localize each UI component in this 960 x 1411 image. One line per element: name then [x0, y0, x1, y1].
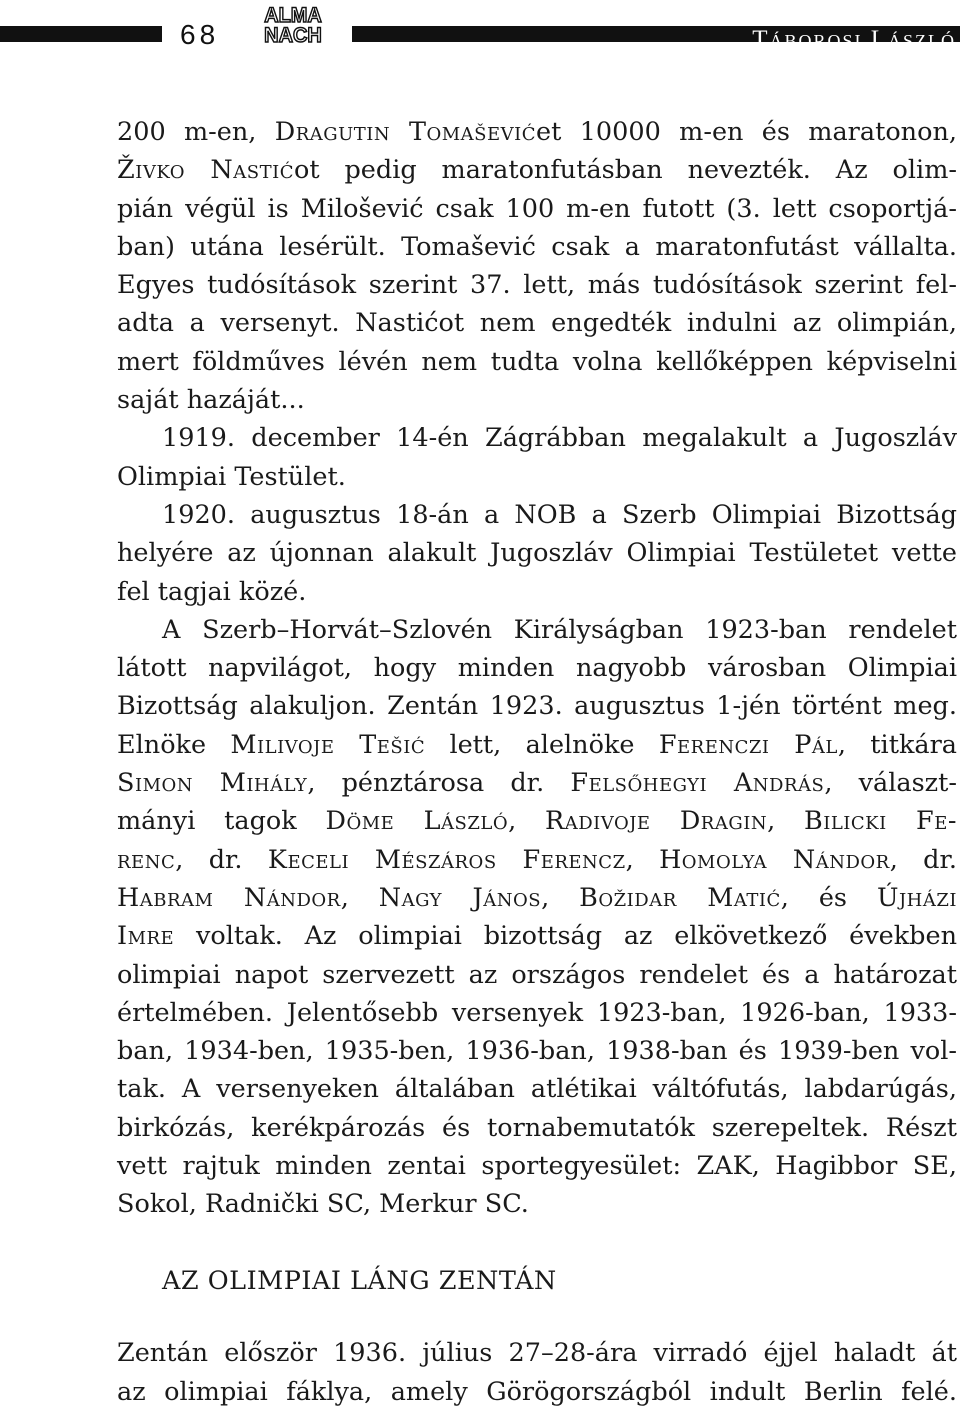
- text-line: 1920. augusztus 18-án a NOB a Szerb Olimpiai Bizottság: [162, 499, 957, 530]
- text-run: Elnöke: [117, 729, 231, 760]
- text-line: olimpiai napot szervezett az országos rendelet és a határozat: [117, 959, 957, 990]
- text-line: tak. A versenyeken általában atlétikai váltófutás, labdarúgás,: [117, 1074, 957, 1105]
- text-run: ot pedig maratonfutásban nevezték. Az olim-: [293, 155, 957, 186]
- text-run: et 10000 m-en és maratonon,: [536, 117, 957, 147]
- header-bar-right: [352, 26, 960, 53]
- text-line: [117, 113, 957, 151]
- text-run: lett, alelnöke: [425, 729, 659, 760]
- text-run: voltak. Az olimpiai bizottság az elkövetkező években: [174, 921, 957, 952]
- person-name: Döme László: [325, 806, 509, 837]
- text-line: saját hazáját...: [117, 385, 305, 416]
- text-line: [117, 841, 957, 879]
- text-line: értelmében. Jelentősebb versenyek 1923-ban, 1926-ban, 1933-: [117, 997, 957, 1028]
- text-run: , és: [780, 882, 877, 913]
- text-run: , dr.: [889, 844, 957, 875]
- text-line: 1919. december 14-én Zágrábban megalakult a Jugoszláv: [162, 423, 957, 454]
- person-name: Božidar Matić: [579, 882, 781, 913]
- person-name: Felsőhegyi András: [570, 768, 825, 799]
- person-name: renc: [117, 844, 176, 875]
- person-name: Imre: [117, 921, 175, 952]
- author-name: Táborosi László: [752, 26, 956, 53]
- logo-line-2: NACH: [264, 24, 322, 47]
- person-name: Homolya Nándor: [659, 844, 890, 875]
- person-name: Milivoje Tešić: [230, 729, 426, 760]
- text-line: Sokol, Radnički SC, Merkur SC.: [117, 1189, 529, 1220]
- text-run: , pénztárosa dr.: [307, 768, 571, 799]
- text-run: ,: [767, 806, 804, 837]
- text-line: Zentán először 1936. július 27–28-ára virradó éjjel haladt át: [117, 1338, 957, 1369]
- text-line: Olimpiai Testület.: [117, 461, 346, 492]
- text-line: Egyes tudósítások szerint 37. lett, más tudósítások szerint fel-: [117, 270, 957, 301]
- text-line: A Szerb–Horvát–Szlovén Királyságban 1923-ban rendelet: [162, 614, 957, 645]
- text-line: az olimpiai fáklya, amely Görögországból indult Berlin felé.: [117, 1376, 957, 1407]
- section-heading: AZ OLIMPIAI LÁNG ZENTÁN: [162, 1265, 557, 1296]
- text-run: ,: [508, 806, 546, 837]
- paragraph-5: [117, 1334, 957, 1411]
- paragraph-2: [117, 419, 957, 496]
- text-run: ,: [541, 882, 580, 913]
- text-line: [117, 726, 957, 764]
- person-name: Ferenczi Pál: [658, 729, 838, 760]
- text-line: [117, 917, 957, 955]
- paragraph-1: [117, 113, 957, 419]
- text-line: ban) utána lesérült. Tomašević csak a maratonfutást vállalta.: [117, 231, 957, 262]
- running-header: [0, 4, 960, 53]
- almanach-logo: [247, 6, 339, 58]
- person-name: Radivoje Dragin: [545, 806, 768, 837]
- text-run: , dr.: [175, 844, 268, 875]
- spacer: [117, 1300, 957, 1334]
- text-run: ,: [625, 844, 660, 875]
- person-name: Dragutin Tomašević: [274, 117, 537, 147]
- person-name: Keceli Mészáros Ferencz: [267, 844, 626, 875]
- paragraph-4: [117, 611, 957, 1224]
- text-run: , titkára: [837, 729, 957, 760]
- text-line: Bizottság alakuljon. Zentán 1923. augusztus 1-jén történt meg.: [117, 691, 957, 722]
- person-name: Bilicki Fe-: [804, 806, 957, 837]
- text-line: [117, 879, 957, 917]
- person-name: Nagy János: [378, 882, 542, 913]
- person-name: Újházi: [876, 882, 957, 913]
- text-line: ban, 1934-ben, 1935-ben, 1936-ban, 1938-ban és 1939-ben vol-: [117, 1036, 957, 1067]
- person-name: Simon Mihály: [117, 768, 308, 799]
- text-line: [117, 151, 957, 189]
- header-bar-left: [0, 26, 162, 42]
- text-run: 200 m-en,: [117, 117, 275, 147]
- text-run: mányi tagok: [117, 806, 326, 837]
- page-body: [117, 113, 957, 1411]
- text-run: ,: [340, 882, 379, 913]
- text-line: látott napvilágot, hogy minden nagyobb városban Olimpiai: [117, 653, 957, 684]
- text-line: fel tagjai közé.: [117, 576, 307, 607]
- text-line: mert földműves lévén nem tudta volna kellőképpen képviselni: [117, 346, 957, 377]
- spacer: [117, 1224, 957, 1262]
- text-line: adta a versenyt. Nastićot nem engedték indulni az olimpián,: [117, 308, 957, 339]
- text-line: pián végül is Milošević csak 100 m-en futott (3. lett csoportjá-: [117, 193, 957, 224]
- text-line: helyére az újonnan alakult Jugoszláv Olimpiai Testületet vette: [117, 538, 957, 569]
- text-line: vett rajtuk minden zentai sportegyesület: ZAK, Hagibbor SE,: [117, 1151, 957, 1182]
- text-line: birkózás, kerékpározás és tornabemutatók szerepeltek. Részt: [117, 1112, 957, 1143]
- paragraph-3: [117, 496, 957, 611]
- logo-line-1: ALMA: [264, 4, 322, 27]
- page-number: 68: [180, 19, 220, 50]
- text-line: [117, 764, 957, 802]
- person-name: Živko Nastić: [117, 155, 294, 186]
- text-run: , választ-: [824, 768, 957, 799]
- person-name: Habram Nándor: [117, 882, 341, 913]
- text-line: [117, 802, 957, 840]
